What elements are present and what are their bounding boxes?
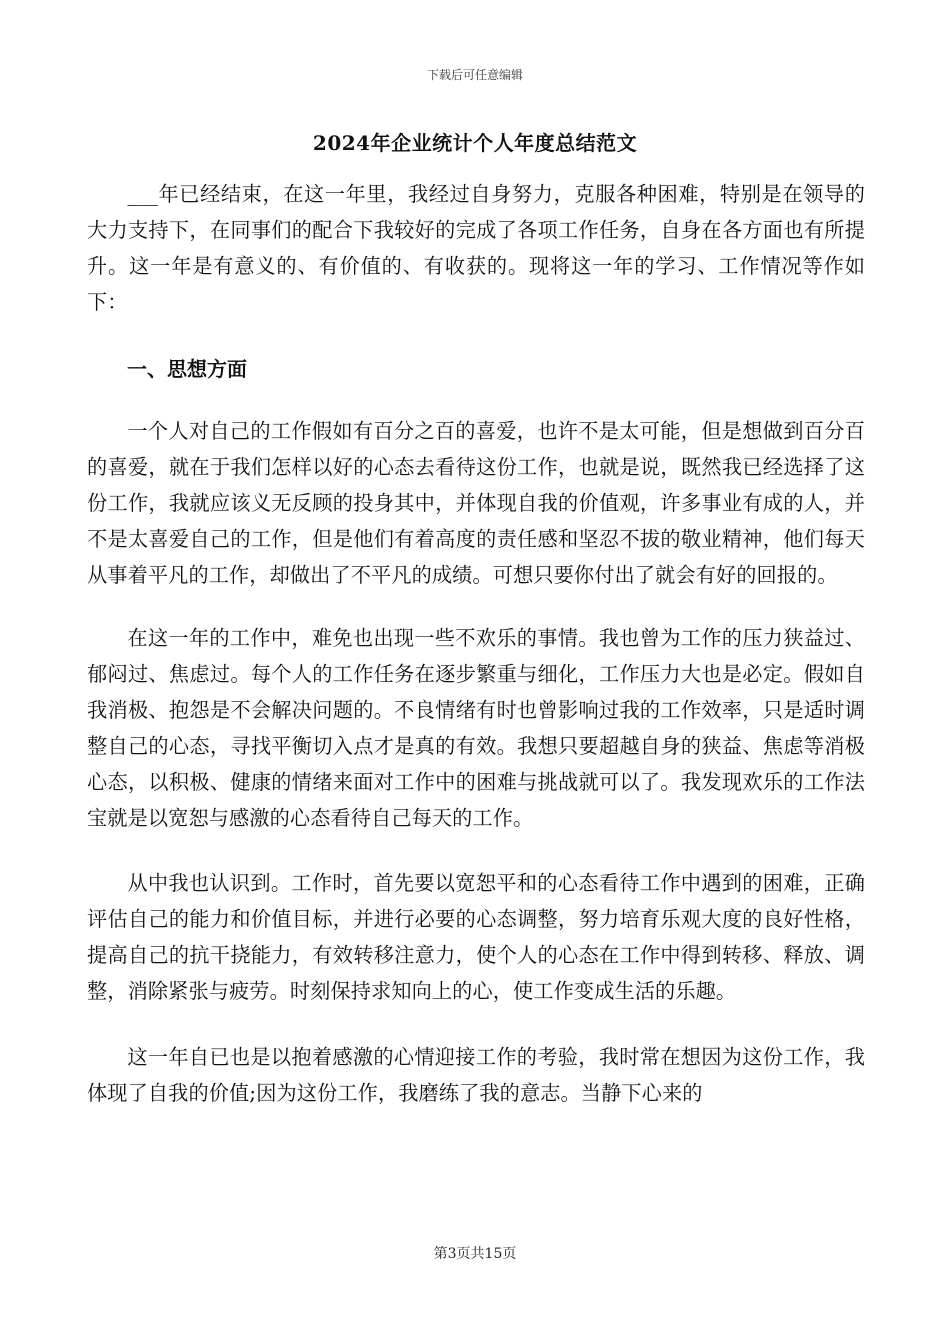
document-body bbox=[87, 176, 865, 1111]
download-note: 下载后可任意编辑 bbox=[426, 68, 523, 82]
section-heading-thought: 一、思想方面 bbox=[127, 357, 247, 381]
intro-paragraph: ___年已经结束，在这一年里，我经过自身努力，克服各种困难，特别是在领导的大力支持下，在同事们的配合下我较好的完成了各项工作任务，自身在各方面也有所提升。这一年是有意义的、有价值的、有收获的。现将这一年的学习、工作情况等作如下： bbox=[87, 182, 865, 314]
body-paragraph: 在这一年的工作中，难免也出现一些不欢乐的事情。我也曾为工作的压力狭益过、郁闷过、焦虑过。每个人的工作任务在逐步繁重与细化，工作压力大也是必定。假如自我消极、抱怨是不会解决问题的。不良情绪有时也曾影响过我的工作效率，只是适时调整自己的心态，寻找平衡切入点才是真的有效。我想只要超越自身的狭益、焦虑等消极心态，以积极、健康的情绪来面对工作中的困难与挑战就可以了。我发现欢乐的工作法宝就是以宽恕与感激的心态看待自己每天的工作。 bbox=[87, 626, 865, 830]
body-paragraph: 这一年自已也是以抱着感激的心情迎接工作的考验，我时常在想因为这份工作，我体现了自我的价值;因为这份工作，我磨练了我的意志。当静下心来的 bbox=[87, 1045, 865, 1105]
page-number: 第3页共15页 bbox=[433, 1246, 517, 1262]
document-title: 2024年企业统计个人年度总结范文 bbox=[312, 131, 638, 155]
body-paragraph: 从中我也认识到。工作时，首先要以宽恕平和的心态看待工作中遇到的困难，正确评估自己的能力和价值目标，并进行必要的心态调整，努力培育乐观大度的良好性格，提高自己的抗干挠能力，有效转移注意力，使个人的心态在工作中得到转移、释放、调整，消除紧张与疲劳。时刻保持求知向上的心，使工作变成生活的乐趣。 bbox=[87, 871, 865, 1003]
body-paragraph: 一个人对自己的工作假如有百分之百的喜爱，也许不是太可能，但是想做到百分百的喜爱，就在于我们怎样以好的心态去看待这份工作，也就是说，既然我已经选择了这份工作，我就应该义无反顾的投身其中，并体现自我的价值观，许多事业有成的人，并不是太喜爱自己的工作，但是他们有着高度的责任感和坚忍不拔的敬业精神，他们每天从事着平凡的工作，却做出了不平凡的成绩。可想只要你付出了就会有好的回报的。 bbox=[87, 419, 865, 587]
